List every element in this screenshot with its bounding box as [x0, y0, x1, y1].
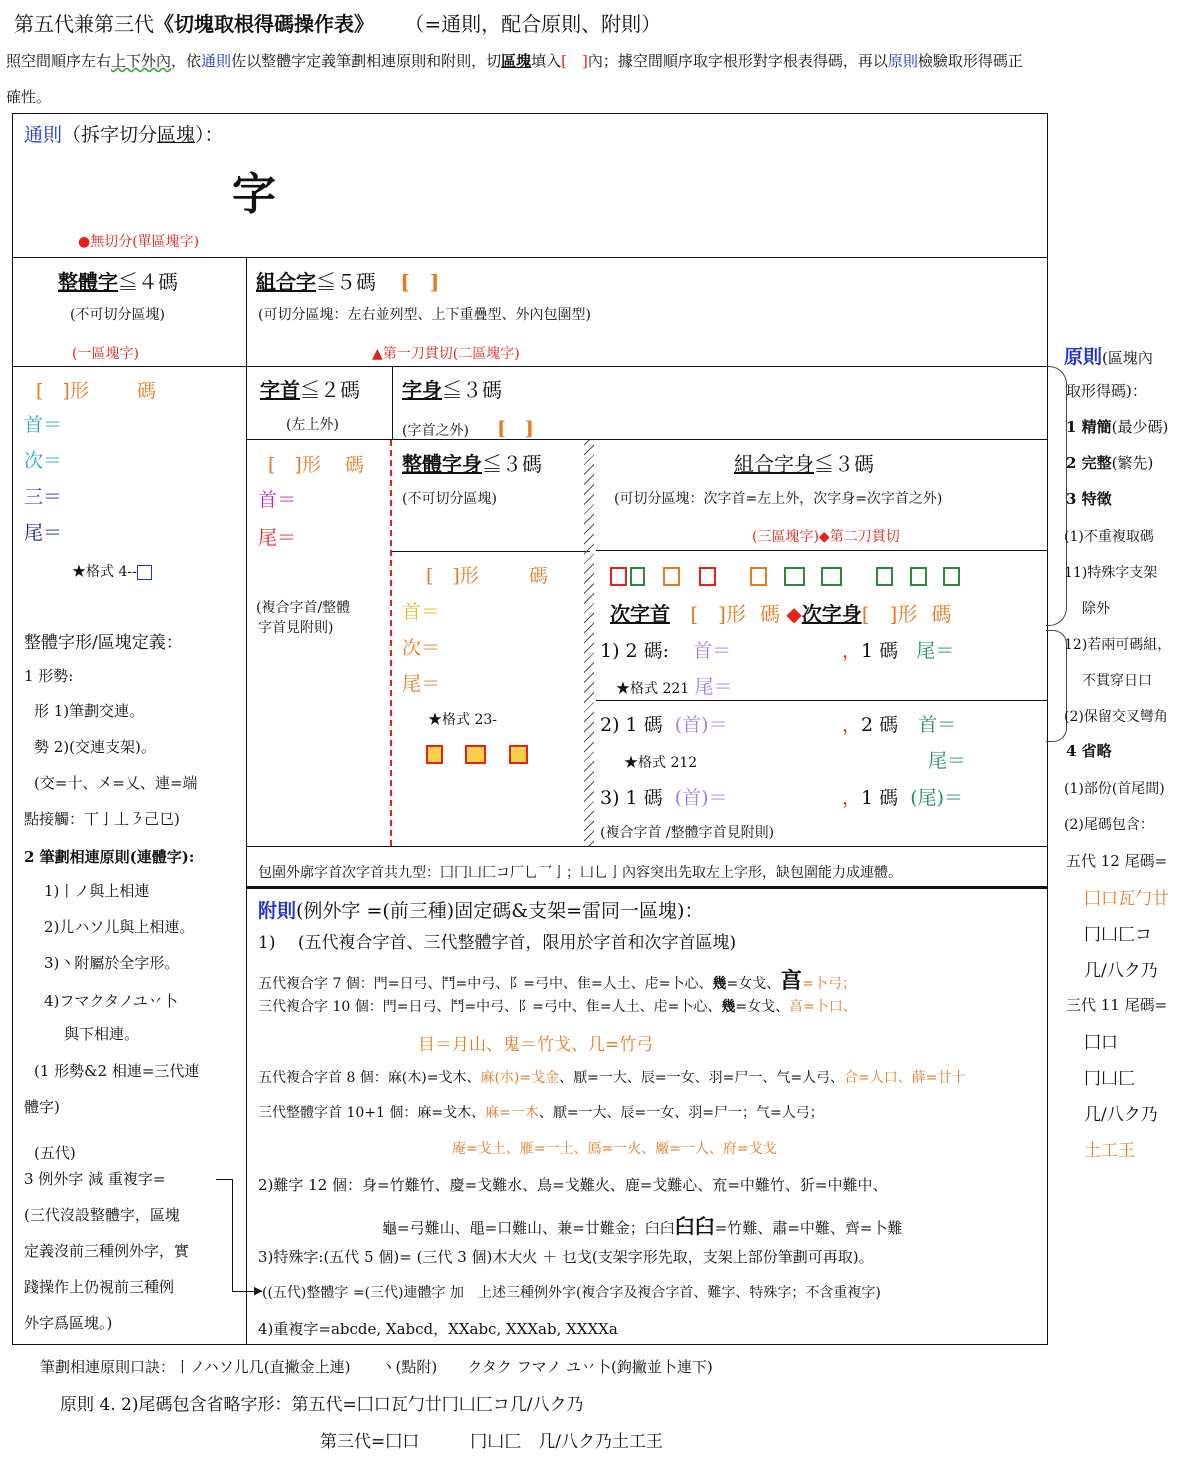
r2-format: ★格式 212 [624, 755, 698, 771]
appendix-line1: 1) (五代複合字首、三代整體字首，限用於字首和次字首區塊) [258, 933, 737, 953]
principle-4e: 冂凵匚コ [1084, 925, 1152, 945]
principle-heading [1064, 342, 1153, 369]
row-line-4 [390, 551, 590, 552]
head-note-1: (複合字首/整體 [256, 600, 351, 616]
r3-comma: ， [842, 787, 862, 809]
footer-rule1-b: 囗口瓦勹廿冂凵匚コ几/八ク乃 [356, 1395, 584, 1415]
appendix-3c [258, 996, 857, 1016]
layout-icon-2 [630, 567, 645, 586]
enclose-layout-icon [509, 745, 528, 764]
layout-icon-3 [663, 567, 680, 586]
intro-general: 通則 [201, 52, 232, 70]
intro-a: 照空間順序左右 [6, 52, 112, 70]
combo-body-icons [610, 566, 963, 586]
big-character: 字 [232, 169, 276, 220]
def-item-14: 3 例外字 減 重複字= [24, 1170, 166, 1188]
head-desc: (左上外) [286, 417, 339, 433]
arrow-head-icon: ▶ [254, 1284, 263, 1297]
principle-3d: 12)若兩可碼組， [1064, 637, 1172, 653]
row-line-2 [12, 366, 1048, 367]
general-heading [24, 120, 224, 147]
whole-body-code-label: 碼 [528, 565, 548, 587]
def-item-10: 與下相連。 [64, 1025, 140, 1043]
l5c-a: 五代複合字 7 個：門=日弓、鬥=中弓、阝=弓中、隹=人土、虍=卜心、 [258, 976, 713, 992]
def-item-17: 踐操作上仍視前三種例 [24, 1278, 175, 1296]
general-sub-a: （拆字切分 [62, 124, 158, 146]
intro-b: 上下外內 [111, 52, 172, 70]
footer-rule1-a: 原則 4. 2)尾碼包含省略字形：第五代= [60, 1395, 357, 1415]
appendix-label: 附則 [258, 900, 297, 922]
glyph-icon-4: 㐬 [712, 1176, 728, 1194]
combo-row-2 [600, 710, 728, 737]
combo-heading [256, 266, 439, 295]
whole-body-second: 次＝ [402, 637, 441, 659]
intro-e: 佐以整體字定義筆劃相連原則和附則，切 [231, 52, 502, 70]
appendix-3h-d: 庵=戈土、雁=一土、鳫=一火、厰=一人、府=戈戈 [452, 1141, 777, 1157]
footer-rule2-a: 第三代= [320, 1432, 386, 1452]
title-part2: 《切塊取根得碼操作表》 [154, 12, 374, 36]
enclosure-note: 包圍外廓字首次字首共九型：囗冂凵匚コ厂乚乛亅；凵乚亅內容突出先取左上字形，缺包圍能力成連體。 [258, 865, 902, 881]
whole-body-head: 首＝ [402, 601, 441, 623]
body-max: ≦３碼 [442, 378, 502, 402]
page-title [14, 8, 661, 37]
footer-rule-2 [320, 1427, 663, 1452]
layout-icon-9 [910, 567, 927, 586]
combo-max: ≦５碼 [316, 270, 376, 294]
r3-head: (首)＝ [674, 787, 728, 809]
def-item-4: 點接觸：丅亅丄㇋己㔾) [24, 810, 180, 828]
def-item-3: (交=十、㐅=乂、連=端 [34, 774, 198, 792]
whole-body-desc: (不可切分區塊) [402, 491, 497, 507]
l3c-b: =女戈、 [735, 999, 790, 1015]
principle-bracket-upper [1046, 366, 1067, 626]
intro-g: 填入 [531, 52, 562, 70]
l3h-a: 三代整體字首 10+1 個：麻=戈木、 [258, 1105, 486, 1121]
head-form-bracket: [ ]形 [268, 454, 321, 476]
l2a: 2)難字 12 個：身=竹難竹、慶=戈難水、鳥=戈難火、鹿=戈難心、 [258, 1176, 713, 1194]
layout-icon-8 [876, 567, 893, 586]
footer-rule-1 [60, 1390, 583, 1415]
principle-4b: (2)尾碼包含： [1064, 817, 1154, 833]
principle-sub1: (區塊內 [1102, 349, 1153, 367]
head-head: 首＝ [258, 489, 297, 511]
tb-layout-icon [465, 745, 486, 764]
def-item-2: 勢 2)(交連支架)。 [34, 738, 156, 756]
whole-body-form-header [426, 561, 548, 588]
principle-sub2: 取形得碼)： [1066, 382, 1147, 400]
appendix-hard-2 [382, 1210, 902, 1239]
def-item-15: (三代沒設整體字，區塊 [24, 1206, 180, 1224]
combo-body-heading [734, 448, 874, 477]
general-label: 通則 [24, 124, 63, 146]
row-line-6 [596, 700, 1048, 701]
general-sub-c: ）： [195, 124, 224, 146]
whole-max: ≦４碼 [118, 270, 178, 294]
r1-format: ★格式 221 [616, 681, 690, 697]
frame-left [12, 113, 13, 1345]
whole-body-icons [426, 744, 531, 764]
principle-4h: 囗口 [1084, 1033, 1118, 1053]
r1-comma: ， [842, 640, 862, 662]
combo-sub-header [610, 598, 951, 627]
r3-tail: (尾)＝ [910, 787, 964, 809]
body-title: 字身 [402, 378, 442, 402]
l3c-a: 三代複合字 10 個：門=日弓、鬥=中弓、阝=弓中、隹=人土、虍=卜心、 [258, 999, 722, 1015]
r1-head: 首＝ [693, 640, 732, 662]
principle-2 [1066, 452, 1153, 473]
p1s: (最少碼) [1111, 418, 1169, 436]
left-format [72, 561, 152, 581]
general-sub-b: 區塊 [157, 124, 196, 146]
l5c-c: =卜弓； [802, 976, 856, 992]
principle-3e: 不貫穿日口 [1082, 673, 1152, 689]
principle-4a: (1)部份(首尾間) [1064, 781, 1165, 797]
r2-head2: 首＝ [918, 714, 957, 736]
def-item-5: 2 筆劃相連原則(連體字): [24, 848, 195, 866]
l3h-b: 麻=一木 [485, 1105, 539, 1121]
arrow-top [216, 1179, 232, 1180]
l2d: 龜=弓難山、 [382, 1219, 470, 1237]
def-item-0: 1 形勢: [24, 667, 74, 685]
def-item-16: 定義沒前三種例外字，實 [24, 1242, 190, 1260]
r1-b: 1 碼 [861, 640, 899, 662]
left-format-text: ★格式 4-- [72, 564, 137, 580]
head-max: ≦２碼 [300, 378, 360, 402]
appendix-whole-def: ((五代)整體字 =(三代)連體字 加 上述三種例外字(複合字及複合字首、難字、特殊字；不含重複字) [262, 1285, 881, 1301]
r2-tail: 尾＝ [928, 750, 967, 772]
p2s: (繁先) [1111, 454, 1154, 472]
glyph-icon-6: 黽 [469, 1219, 485, 1237]
left-tail: 尾＝ [24, 522, 63, 544]
sub-body-title: 次字身 [801, 602, 862, 626]
glyph-icon-1: 幾 [712, 976, 727, 992]
r1-tail2: 尾＝ [694, 676, 733, 698]
sub-form-bracket-2: [ ]形 [861, 602, 918, 626]
layout-icon-7 [821, 567, 842, 586]
combo-bracket: [ ] [400, 270, 440, 294]
l2e: =口難山、兼=廿難金； [484, 1219, 645, 1237]
r2-a: 2) 1 碼 [600, 714, 663, 736]
principle-1 [1066, 416, 1168, 437]
principle-3f: (2)保留交叉彎角 [1064, 709, 1168, 725]
def-item-8: 3)丶附屬於全字形。 [44, 954, 180, 972]
glyph-icon-7: 臼臼 [644, 1219, 675, 1237]
combo-row-3b [842, 783, 963, 810]
appendix-special: 3)特殊字:(五代 5 個)= (三代 3 個)木大火 ＋ 乜戈(支架字形先取，支架上部份筆劃可再取)。 [258, 1248, 874, 1266]
whole-body-max: ≦３碼 [482, 452, 542, 476]
layout-icon-1 [610, 567, 627, 586]
combo-body-max: ≦３碼 [814, 452, 874, 476]
whole-body-format: ★格式 23- [428, 712, 497, 728]
left-form-bracket: [ ]形 [36, 380, 89, 402]
def-item-7: 2)儿ハソ儿與上相連。 [44, 918, 195, 936]
diamond-icon: ◆ [786, 602, 802, 626]
combo-row-1c [616, 672, 733, 699]
l5h-c: 、厭=一大、辰=一女、羽=尸一、气=人弓、 [559, 1070, 845, 1086]
r3-a: 3) 1 碼 [600, 787, 663, 809]
lr-layout-icon [426, 745, 443, 764]
sub-code-label-2: 碼 [931, 602, 952, 626]
title-part3: （=通則，配合原則、附則） [404, 12, 662, 36]
def-item-11: (1 形勢&2 相連=三代連 [34, 1062, 200, 1080]
principle-4f: 几/八ク乃 [1084, 961, 1158, 981]
principle-4d: 囗口瓦勹廿 [1084, 889, 1169, 909]
appendix-3c-d: 目＝月山、鬼＝竹戈、几=竹弓 [418, 1035, 654, 1055]
principle-4i: 冂凵匚 [1084, 1069, 1135, 1089]
l3c-c: 亯=卜口、 [789, 999, 857, 1015]
body-desc [402, 414, 534, 441]
l5h-d: 合=人口、薛=廿十 [844, 1070, 966, 1086]
layout-icon-10 [943, 567, 960, 586]
combo-row-1b [842, 636, 954, 663]
r2-head: (首)＝ [674, 714, 728, 736]
def-item-12: 體字) [24, 1098, 60, 1116]
col-line-2 [392, 366, 393, 439]
principle-label: 原則 [1064, 346, 1103, 368]
def-item-18: 外字爲區塊。) [24, 1314, 113, 1332]
glyph-icon-8: 臼臼 [674, 1214, 715, 1238]
red-dash-divider [390, 440, 392, 846]
row-line-1 [12, 257, 1048, 258]
def-item-6: 1)丨ノ與上相連 [44, 882, 150, 900]
def-item-9: 4)フマクタノユ丷卜 [44, 992, 178, 1010]
r3-b: 1 碼 [861, 787, 899, 809]
principle-4: 4 省略 [1066, 742, 1112, 760]
layout-icon-6 [784, 567, 805, 586]
glyph-icon-2: 亯 [780, 968, 803, 994]
layout-icon-4 [699, 567, 716, 586]
appendix-hard-1 [258, 1174, 887, 1195]
body-desc-text: (字首之外) [402, 423, 469, 439]
principle-3: 3 特徵 [1066, 490, 1112, 508]
glyph-icon-5: 㹞 [799, 1176, 815, 1194]
whole-body-title: 整體字身 [402, 452, 482, 476]
combo-row-1 [600, 636, 731, 663]
combo-body-note: (複合字首 /整體字首見附則) [600, 825, 775, 841]
intro-block: 區塊 [501, 52, 532, 70]
layout-icon-5 [750, 567, 767, 586]
l5h-a: 五代複合字首 8 個：麻(木)=戈木、 [258, 1070, 481, 1086]
l2b: =中難竹、 [727, 1176, 800, 1194]
frame-top [12, 113, 1048, 114]
whole-title: 整體字 [58, 270, 118, 294]
left-code-label: 碼 [136, 380, 156, 402]
l5h-b: 麻(朩)=戈金 [480, 1070, 560, 1086]
head-tail: 尾＝ [258, 527, 297, 549]
r1-a: 1) 2 碼: [600, 640, 670, 662]
r1-tail: 尾＝ [916, 640, 955, 662]
def-title: 整體字形/區塊定義： [24, 633, 183, 653]
principle-3c: 除外 [1082, 601, 1110, 617]
whole-body-heading [402, 448, 542, 477]
principle-4c: 五代 12 尾碼= [1066, 852, 1168, 870]
whole-heading [58, 266, 178, 295]
body-bracket: [ ] [496, 418, 534, 440]
head-form-header [268, 450, 364, 477]
l2c: =中難中、 [814, 1176, 888, 1194]
intro-k: 檢驗取形得碼正 [917, 52, 1023, 70]
left-second: 次＝ [24, 450, 63, 472]
combo-row-3 [600, 783, 728, 810]
whole-tag: (一區塊字) [72, 346, 139, 362]
head-heading [260, 374, 360, 403]
appendix-5h [258, 1067, 966, 1087]
frame-bottom [12, 1344, 1048, 1345]
sub-form-bracket: [ ]形 [690, 602, 746, 626]
body-heading [402, 374, 502, 403]
head-code-label: 碼 [344, 454, 364, 476]
left-head: 首＝ [24, 414, 63, 436]
p1: 1 精簡 [1066, 418, 1112, 436]
row-line-8 [246, 886, 1048, 889]
appendix-sub: (例外字 =(前三種)固定碼&支架=雷同一區塊)： [296, 900, 704, 922]
title-part1: 第五代兼第三代 [14, 12, 154, 36]
def-item-1: 形 1)筆劃交連。 [34, 702, 145, 720]
intro-i: 內；據空間順序取字根形對字根表得碼，再以 [587, 52, 888, 70]
intro-line [6, 50, 1023, 71]
appendix-3h [258, 1102, 824, 1122]
combo-body-title: 組合字身 [734, 452, 814, 476]
whole-body-form-bracket: [ ]形 [426, 565, 479, 587]
head-title: 字首 [260, 378, 300, 402]
intro-line-2: 確性。 [6, 88, 52, 106]
col-line-1 [246, 257, 247, 1345]
no-cut-label: ●無切分(單區塊字) [78, 234, 200, 250]
glyph-icon-3: 幾 [721, 999, 736, 1015]
row-line-3 [246, 439, 1048, 440]
footer-mnemonic: 筆劃相連原則口訣：丨ノハソ儿几(直撇金上連) 丶(點附) クタク フマノ ユ丷卜(鉤撇並卜連下) [40, 1358, 713, 1376]
footer-rule2-b: 囗口 冂凵匚 几/八ク乃土工王 [385, 1432, 663, 1452]
r2-comma: ， [842, 714, 862, 736]
l2f: =竹難、肅=中難、齊=卜難 [714, 1219, 903, 1237]
square-icon [137, 565, 152, 580]
appendix-heading [258, 896, 703, 923]
r2-b: 2 碼 [861, 714, 899, 736]
head-note-2: 字首見附則) [258, 620, 334, 636]
def-item-13: (五代) [34, 1144, 76, 1162]
sub-head-title: 次字首 [610, 602, 670, 626]
principle-4j: 几/八ク乃 [1084, 1105, 1158, 1125]
combo-body-tag: (三區塊字)◆第二刀貫切 [752, 529, 900, 545]
principle-4g: 三代 11 尾碼= [1066, 996, 1168, 1014]
combo-title: 組合字 [256, 270, 316, 294]
principle-3a: (1)不重複取碼 [1064, 529, 1154, 545]
left-third: 三＝ [24, 486, 63, 508]
first-cut-label: ▲第一刀貫切(二區塊字) [372, 346, 520, 362]
whole-desc: (不可切分區塊) [70, 307, 165, 323]
l5c-b: =女戈、 [726, 976, 781, 992]
intro-c: ，依 [171, 52, 202, 70]
combo-body-desc: (可切分區塊：次字首=左上外，次字身=次字首之外) [614, 491, 943, 507]
appendix-5c [258, 964, 856, 995]
zigzag-divider [584, 440, 594, 846]
p2: 2 完整 [1066, 454, 1112, 472]
left-form-header [36, 376, 156, 403]
intro-principle: 原則 [887, 52, 918, 70]
sub-code-label: 碼 [759, 602, 780, 626]
l3h-c: 、厭=一大、辰=一女、羽=尸一；气=人弓； [538, 1105, 824, 1121]
intro-bracket: [ ] [561, 52, 588, 70]
principle-4k: 土工王 [1084, 1141, 1135, 1161]
row-line-7 [246, 846, 1048, 847]
appendix-repeat: 4)重複字=abcde, Xabcd，XXabc, XXXab, XXXXa [258, 1320, 618, 1338]
combo-desc: (可切分區塊：左右並列型、上下重疊型、外內包圍型) [258, 307, 591, 323]
principle-3b: 11)特殊字支架 [1064, 565, 1158, 581]
combo-row-2b [842, 710, 956, 737]
whole-body-tail: 尾＝ [402, 673, 441, 695]
row-line-5 [596, 550, 1048, 551]
arrow-vertical [232, 1179, 233, 1291]
